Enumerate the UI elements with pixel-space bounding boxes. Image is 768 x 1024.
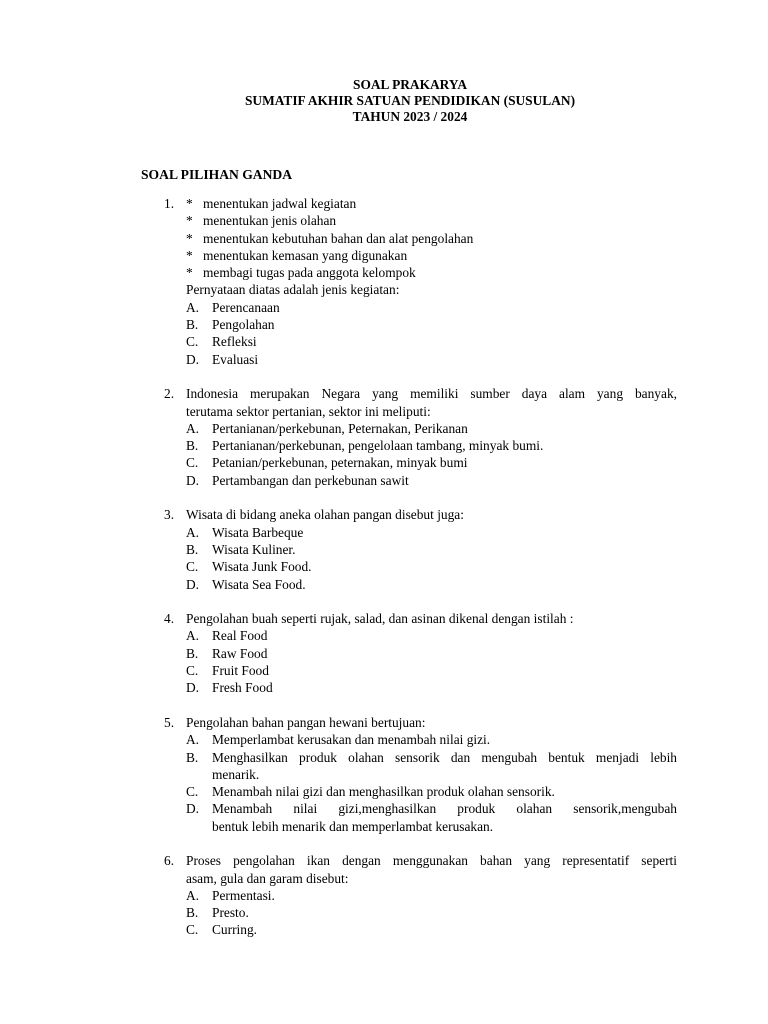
question-number: 6.: [164, 853, 175, 869]
option-letter: A.: [186, 299, 200, 315]
question-body: [186, 852, 677, 938]
question-stem-line: Pengolahan bahan pangan hewani bertujuan:: [186, 714, 426, 730]
answer-option: [186, 731, 677, 748]
option-text: Menghasilkan produk olahan sensorik dan mengubah bentuk menjadi lebih: [212, 749, 677, 765]
answer-option: [186, 454, 677, 471]
header-title: SOAL PRAKARYA: [353, 77, 467, 92]
option-letter: B.: [186, 645, 199, 661]
bullet-text: membagi tugas pada anggota kelompok: [203, 265, 416, 281]
answer-option: [186, 662, 677, 679]
option-letter: C.: [186, 784, 199, 800]
option-letter: C.: [186, 334, 199, 350]
question-item: [141, 506, 677, 592]
question-number: 5.: [164, 714, 175, 730]
statement-bullet: [186, 264, 677, 281]
bullet-mark: *: [186, 196, 193, 211]
question-number: 1.: [164, 196, 175, 211]
answer-option: [186, 351, 677, 368]
answer-option: [186, 679, 677, 696]
question-item: [141, 610, 677, 696]
option-letter: B.: [186, 541, 199, 557]
question-stem-line: Indonesia merupakan Negara yang memiliki sumber daya alam yang banyak,: [186, 386, 677, 402]
header-subtitle: SUMATIF AKHIR SATUAN PENDIDIKAN (SUSULAN): [244, 93, 576, 108]
option-letter: D.: [186, 801, 200, 817]
answer-option: [186, 524, 677, 541]
question-stem-line: Proses pengolahan ikan dengan menggunakan bahan yang representatif seperti: [186, 853, 677, 869]
statement-bullet: [186, 212, 677, 229]
bullet-mark: *: [186, 213, 193, 229]
option-text: Fresh Food: [212, 680, 273, 696]
answer-option: [186, 420, 677, 437]
question-body: [186, 385, 677, 489]
answer-option: [186, 887, 677, 904]
bullet-text: menentukan jadwal kegiatan: [203, 196, 357, 211]
section-title: SOAL PILIHAN GANDA: [141, 167, 293, 182]
bullet-text: menentukan jenis olahan: [203, 213, 337, 229]
option-text: Real Food: [212, 628, 268, 644]
question-body: [186, 714, 677, 835]
question-item: [141, 852, 677, 938]
option-text: menarik.: [212, 766, 260, 782]
answer-option: [186, 783, 677, 800]
option-letter: C.: [186, 455, 199, 471]
option-text: Wisata Barbeque: [212, 524, 304, 540]
answer-option: [186, 800, 677, 835]
option-text: Wisata Sea Food.: [212, 576, 306, 592]
statement-bullet: [186, 230, 677, 247]
option-text: Petanian/perkebunan, peternakan, minyak bumi: [212, 455, 468, 471]
bullet-text: menentukan kebutuhan bahan dan alat pengolahan: [203, 230, 474, 246]
option-text: bentuk lebih menarik dan memperlambat kerusakan.: [212, 818, 494, 834]
answer-option: [186, 316, 677, 333]
option-letter: B.: [186, 749, 199, 765]
option-text: Wisata Junk Food.: [212, 559, 312, 575]
answer-option: [186, 749, 677, 784]
answer-option: [186, 645, 677, 662]
option-text: Pengolahan: [212, 317, 275, 333]
answer-option: [186, 437, 677, 454]
option-text: Raw Food: [212, 645, 268, 661]
answer-option: [186, 333, 677, 350]
answer-option: [186, 576, 677, 593]
statement-bullet: [186, 247, 677, 264]
option-letter: A.: [186, 628, 200, 644]
answer-option: [186, 299, 677, 316]
question-body: [186, 610, 677, 696]
option-text: Menambah nilai gizi,menghasilkan produk olahan sensorik,mengubah: [212, 801, 677, 817]
question-number: 2.: [164, 386, 175, 402]
answer-option: [186, 627, 677, 644]
option-letter: A.: [186, 420, 200, 436]
option-letter: B.: [186, 438, 199, 454]
option-text: Menambah nilai gizi dan menghasilkan produk olahan sensorik.: [212, 784, 555, 800]
option-text: Curring.: [212, 922, 258, 938]
option-text: Memperlambat kerusakan dan menambah nilai gizi.: [212, 732, 491, 748]
option-letter: A.: [186, 887, 200, 903]
option-letter: B.: [186, 905, 199, 921]
option-text: Presto.: [212, 905, 249, 921]
option-letter: D.: [186, 351, 200, 367]
document-header: [0, 77, 768, 125]
question-stem-line: Wisata di bidang aneka olahan pangan disebut juga:: [186, 507, 464, 523]
answer-option: [186, 541, 677, 558]
bullet-mark: *: [186, 247, 193, 263]
option-letter: C.: [186, 922, 199, 938]
option-text: Wisata Kuliner.: [212, 541, 296, 557]
option-letter: D.: [186, 576, 200, 592]
option-letter: C.: [186, 663, 199, 679]
option-letter: D.: [186, 472, 200, 488]
question-stem-line: asam, gula dan garam disebut:: [186, 870, 349, 886]
answer-option: [186, 921, 677, 938]
question-body: [186, 195, 677, 368]
question-list: [141, 195, 677, 956]
option-text: Pertambangan dan perkebunan sawit: [212, 472, 409, 488]
option-letter: A.: [186, 524, 200, 540]
option-letter: D.: [186, 680, 200, 696]
bullet-text: menentukan kemasan yang digunakan: [203, 247, 408, 263]
answer-option: [186, 472, 677, 489]
question-stem-line: terutama sektor pertanian, sektor ini meliputi:: [186, 403, 431, 419]
answer-option: [186, 558, 677, 575]
question-body: [186, 506, 677, 592]
option-text: Pertanianan/perkebunan, pengelolaan tambang, minyak bumi.: [212, 438, 544, 454]
question-item: [141, 195, 677, 368]
option-letter: A.: [186, 732, 200, 748]
bullet-mark: *: [186, 265, 193, 281]
statement-bullet: [186, 195, 677, 212]
question-number: 3.: [164, 507, 175, 523]
option-text: Fruit Food: [212, 663, 269, 679]
bullet-mark: *: [186, 230, 193, 246]
header-year: TAHUN 2023 / 2024: [352, 109, 468, 124]
option-text: Permentasi.: [212, 887, 275, 903]
question-number: 4.: [164, 611, 175, 627]
option-letter: B.: [186, 317, 199, 333]
option-text: Evaluasi: [212, 351, 259, 367]
question-stem-line: Pengolahan buah seperti rujak, salad, dan asinan dikenal dengan istilah :: [186, 611, 574, 627]
question-stem-line: Pernyataan diatas adalah jenis kegiatan:: [186, 282, 400, 298]
question-item: [141, 385, 677, 489]
option-letter: C.: [186, 559, 199, 575]
option-text: Perencanaan: [212, 299, 280, 315]
answer-option: [186, 904, 677, 921]
option-text: Refleksi: [212, 334, 257, 350]
option-text: Pertanianan/perkebunan, Peternakan, Perikanan: [212, 420, 468, 436]
question-item: [141, 714, 677, 835]
